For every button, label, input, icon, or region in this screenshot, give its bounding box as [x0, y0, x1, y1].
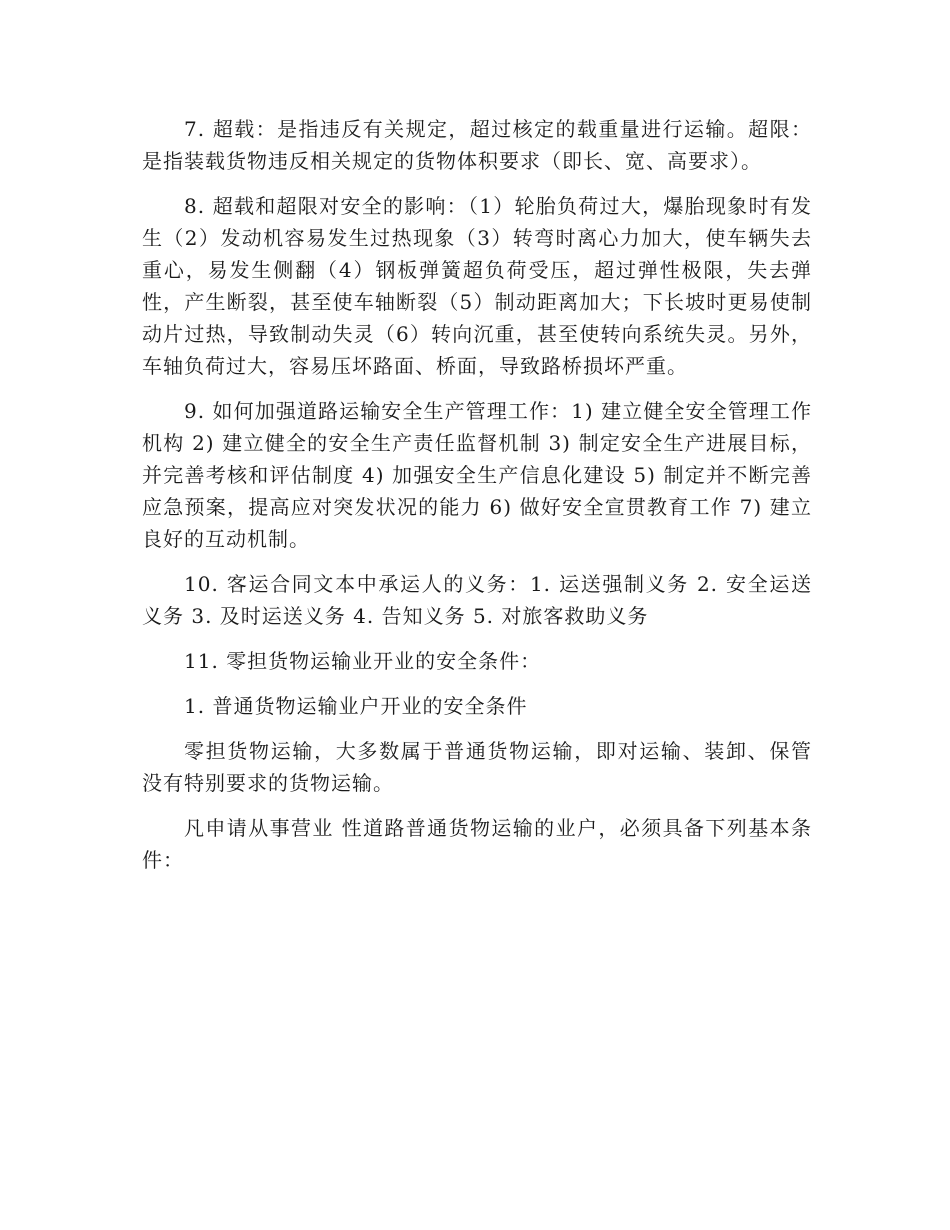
paragraph-applicant-requirements: 凡申请从事营业 性道路普通货物运输的业户，必须具备下列基本条件： — [142, 816, 812, 872]
paragraph-9-safety-management: 9. 如何加强道路运输安全生产管理工作：1) 建立健全安全管理工作机构 2) 建立健全的安全生产责任监督机制 3) 制定安全生产进展目标，并完善考核和评估制度 4) 加强安全生产信息化建设 5) 制定并不断完善应急预案，提高应对突发状况的能力 6) 做好安全宣贯教育工作 7) 建立良好的互动机制。 — [142, 399, 812, 551]
paragraph-11-ltl-safety-conditions: 11. 零担货物运输业开业的安全条件： — [184, 649, 542, 673]
paragraph-general-freight-conditions-heading: 1. 普通货物运输业户开业的安全条件 — [184, 694, 528, 718]
paragraph-7-overload-definition: 7. 超载：是指违反有关规定，超过核定的载重量进行运输。超限：是指装载货物违反相关规定的货物体积要求（即长、宽、高要求）。 — [142, 117, 812, 173]
paragraph-8-overload-impact: 8. 超载和超限对安全的影响：（1）轮胎负荷过大，爆胎现象时有发生（2）发动机容易发生过热现象（3）转弯时离心力加大，使车辆失去重心，易发生侧翻（4）钢板弹簧超负荷受压，超过弹性极限，失去弹性，产生断裂，甚至使车轴断裂（5）制动距离加大；下长坡时更易使制动片过热，导致制动失灵（6）转向沉重，甚至使转向系统失灵。另外，车轴负荷过大，容易压坏路面、桥面，导致路桥损坏严重。 — [142, 194, 812, 378]
paragraph-10-carrier-obligations: 10. 客运合同文本中承运人的义务：1. 运送强制义务 2. 安全运送义务 3. 及时运送义务 4. 告知义务 5. 对旅客救助义务 — [142, 572, 812, 628]
paragraph-ltl-freight-description: 零担货物运输，大多数属于普通货物运输，即对运输、装卸、保管没有特别要求的货物运输。 — [142, 739, 812, 795]
